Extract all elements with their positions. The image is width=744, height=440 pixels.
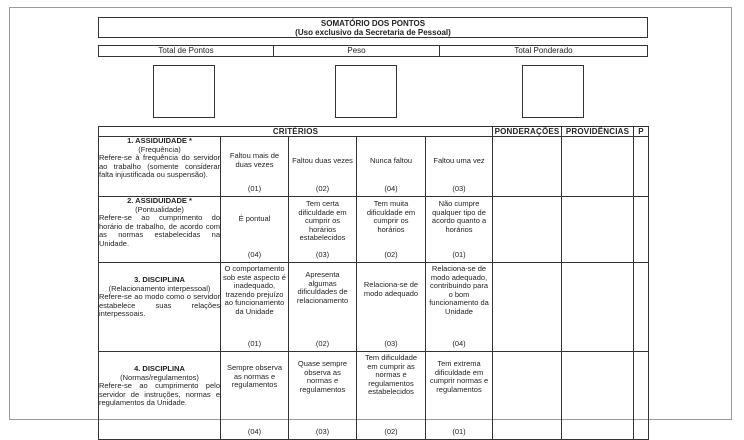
ponderacoes-cell[interactable] (493, 137, 562, 197)
option-text: Relaciona-se de modo adequado, contribuindo para o bom funcionamento da Unidade (429, 264, 489, 316)
criterion-cell (99, 197, 221, 263)
option-cell[interactable] (426, 197, 493, 263)
option-text: Tem muita dificuldade em cumprir os horários (366, 199, 416, 234)
total-pontos-box[interactable] (153, 65, 215, 118)
p-cell[interactable] (634, 197, 649, 263)
total-pontos-label: Total de Pontos (158, 46, 214, 55)
criterion-cell (99, 137, 221, 197)
option-text: É pontual (238, 214, 271, 223)
criterion-title: 1. ASSIDUIDADE * (127, 136, 192, 145)
criterion-subtitle: (Frequência) (138, 144, 181, 154)
option-score: (04) (247, 427, 262, 436)
criterion-description: Refere-se ao cumprimento pelo servidor de instruções, normas e regulamentos da Unidade. (99, 381, 220, 408)
summary-subtitle: (Uso exclusivo da Secretaria de Pessoal) (295, 28, 451, 37)
ponderacoes-cell[interactable] (493, 197, 562, 263)
option-score: (02) (315, 184, 330, 193)
option-cell[interactable] (289, 197, 357, 263)
ponderacoes-header: PONDERAÇÕES (493, 127, 562, 137)
providencias-cell[interactable] (562, 263, 634, 352)
option-text: Sempre observa as normas e regulamentos (226, 363, 283, 390)
option-text: Tem extrema dificuldade em cumprir normas e regulamentos (429, 359, 489, 394)
criterios-header: CRITÉRIOS (99, 127, 493, 137)
option-text: Tem dificuldade em cumprir as normas e regulamentos estabelecidos (364, 353, 418, 397)
option-cell[interactable] (221, 197, 289, 263)
option-score: (01) (247, 184, 262, 193)
option-text: Faltou uma vez (433, 156, 485, 165)
summary-header (98, 17, 648, 38)
criterion-subtitle: (Relacionamento interpessoal) (108, 283, 211, 293)
p-cell[interactable] (634, 263, 649, 352)
providencias-cell[interactable] (562, 197, 634, 263)
option-score: (04) (384, 184, 398, 193)
peso-label: Peso (273, 46, 439, 56)
option-score: (03) (452, 184, 466, 193)
option-score: (03) (315, 427, 330, 436)
option-text: Não cumpre qualquer tipo de acordo quanto a horários (431, 199, 487, 234)
option-score: (02) (384, 250, 398, 259)
option-score: (04) (247, 250, 262, 259)
ponderacoes-cell[interactable] (493, 352, 562, 440)
option-score: (03) (315, 250, 330, 259)
summary-title: SOMATÓRIO DOS PONTOS (320, 19, 426, 28)
criterion-title: 4. DISCIPLINA (134, 364, 185, 373)
table-row (99, 137, 649, 197)
option-text: Tem certa dificuldade em cumprir os horários estabelecidos (298, 199, 347, 243)
criterion-subtitle: (Normas/regulamentos) (120, 372, 199, 382)
option-cell[interactable] (289, 263, 357, 352)
option-score: (02) (384, 427, 398, 436)
criterion-cell (99, 352, 221, 440)
summary-labels-row (98, 45, 648, 57)
option-cell[interactable] (221, 137, 289, 197)
criteria-table (98, 126, 649, 440)
option-cell[interactable] (221, 352, 289, 440)
option-cell[interactable] (357, 263, 426, 352)
criterion-subtitle: (Pontualidade) (135, 204, 184, 214)
option-cell[interactable] (357, 137, 426, 197)
option-score: (02) (315, 339, 330, 348)
criterion-title: 3. DISCIPLINA (134, 275, 185, 284)
criterion-title: 2. ASSIDUIDADE * (127, 196, 192, 205)
option-cell[interactable] (357, 197, 426, 263)
table-row (99, 263, 649, 352)
providencias-cell[interactable] (562, 137, 634, 197)
option-cell[interactable] (289, 137, 357, 197)
criterion-description: Refere-se ao cumprimento do horário de trabalho, de acordo com as normas estabelecidas na Unidade. (99, 213, 220, 248)
option-text: O comportamento sob este aspecto é inadequado, trazendo prejuízo ao funcionamento da Unidade (223, 264, 286, 316)
option-score: (04) (452, 339, 466, 348)
option-cell[interactable] (426, 137, 493, 197)
option-cell[interactable] (221, 263, 289, 352)
p-cell[interactable] (634, 137, 649, 197)
criteria-header-row (99, 127, 649, 137)
table-row (99, 352, 649, 440)
option-cell[interactable] (426, 352, 493, 440)
option-text: Relaciona-se de modo adequado (363, 280, 419, 298)
option-text: Faltou mais de duas vezes (229, 151, 280, 169)
total-ponderado-box[interactable] (522, 65, 584, 118)
total-ponderado-label: Total Ponderado (439, 46, 647, 56)
table-row (99, 197, 649, 263)
p-cell[interactable] (634, 352, 649, 440)
option-text: Quase sempre observa as normas e regulamentos (297, 359, 348, 394)
criterion-cell (99, 263, 221, 352)
option-text: Nunca faltou (369, 156, 413, 165)
criterion-description: Refere-se à frequência do servidor ao trabalho (somente considerar falta injustificada ou suspensão). (99, 153, 220, 180)
option-text: Faltou duas vezes (292, 156, 353, 165)
providencias-cell[interactable] (562, 352, 634, 440)
peso-box[interactable] (335, 65, 397, 118)
option-cell[interactable] (426, 263, 493, 352)
option-cell[interactable] (289, 352, 357, 440)
option-score: (01) (247, 339, 262, 348)
p-header: P (634, 127, 649, 137)
providencias-header: PROVIDÊNCIAS (562, 127, 634, 137)
option-score: (01) (452, 427, 466, 436)
option-score: (01) (452, 250, 466, 259)
option-cell[interactable] (357, 352, 426, 440)
option-score: (03) (384, 339, 398, 348)
criterion-description: Refere-se ao modo como o servidor estabelece suas relações interpessoais. (99, 292, 220, 319)
ponderacoes-cell[interactable] (493, 263, 562, 352)
option-text: Apresenta algumas dificuldades de relacionamento (296, 270, 349, 305)
